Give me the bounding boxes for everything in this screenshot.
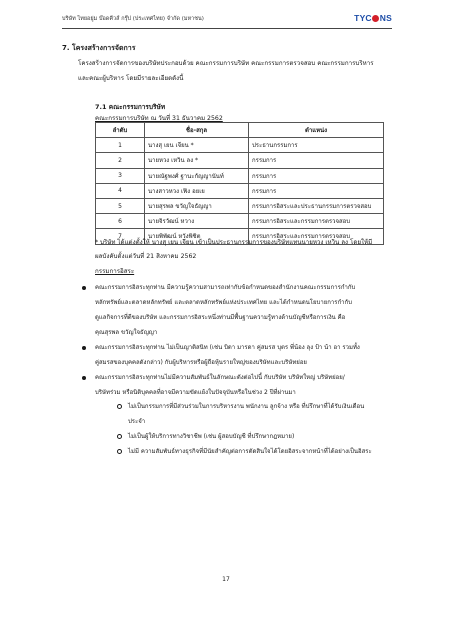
bullet-2-line-1: คณะกรรมการอิสระทุกท่าน ไม่เป็นญาติสนิท (เช่น บิดา มารดา คู่สมรส บุตร พี่น้อง ลุง ป้า น้า อา รวมทั้ง <box>95 344 360 351</box>
row-no: 2 <box>96 153 145 168</box>
sub-bullet-icon <box>117 449 122 454</box>
row-position: กรรมการ <box>249 168 384 183</box>
bullet-1-line-2: หลักทรัพย์และตลาดหลักทรัพย์ และตลาดหลักทรัพย์แห่งประเทศไทย และได้กำหนดนโยบายการกำกับ <box>95 299 352 306</box>
board-table-caption: คณะกรรมการบริษัท ณ วันที่ 31 ธันวาคม 2562 <box>95 115 223 122</box>
row-position: กรรมการอิสระและประธานกรรมการตรวจสอบ <box>249 198 384 213</box>
row-position: ประธานกรรมการ <box>249 138 384 153</box>
company-logo <box>354 13 392 23</box>
table-row <box>96 138 384 153</box>
bullet-icon <box>82 346 86 350</box>
table-row <box>96 153 384 168</box>
row-name: นายพิพัฒน์ หวังพิชิต <box>145 229 249 244</box>
bullet-icon <box>82 376 86 380</box>
row-no: 5 <box>96 198 145 213</box>
col-header-position: ตำแหน่ง <box>249 123 384 138</box>
row-name: นางสุ เยน เจียน * <box>145 138 249 153</box>
table-row <box>96 183 384 198</box>
row-position: กรรมการอิสระและกรรมการตรวจสอบ <box>249 214 384 229</box>
table-row <box>96 168 384 183</box>
sub-bullet-1-line-2: ประจำ <box>128 418 146 425</box>
intro-line-2: และคณะผู้บริหาร โดยมีรายละเอียดดังนี้ <box>78 75 184 82</box>
independent-directors-title: กรรมการอิสระ <box>95 268 135 275</box>
row-no: 4 <box>96 183 145 198</box>
section-title: 7. โครงสร้างการจัดการ <box>62 44 136 52</box>
sub-bullet-1-line-1: ไม่เป็นกรรมการที่มีส่วนร่วมในการบริหารงาน พนักงาน ลูกจ้าง หรือ ที่ปรึกษาที่ได้รับเงินเดือน <box>128 403 365 410</box>
row-position: กรรมการอิสระและกรรมการตรวจสอบ <box>249 229 384 244</box>
row-position: กรรมการ <box>249 153 384 168</box>
table-header-row <box>96 123 384 138</box>
row-no: 1 <box>96 138 145 153</box>
bullet-3-line-1: คณะกรรมการอิสระทุกท่านไม่มีความสัมพันธ์ในลักษณะดังต่อไปนี้ กับบริษัท บริษัทใหญ่ บริษัทย่อย/ <box>95 374 345 381</box>
sub-bullet-2-line-1: ไม่เป็นผู้ให้บริการทางวิชาชีพ (เช่น ผู้สอบบัญชี ที่ปรึกษากฎหมาย) <box>128 433 295 440</box>
board-note-line-1: * บริษัท ได้แต่งตั้งให้ นางสุ เยน เจียน เข้าเป็นประธานกรรมการของบริษัทแทนนายหวง เหวิน ลง โดยให้มี <box>95 239 373 246</box>
bullet-2-line-2: คู่สมรสของบุคคลดังกล่าว) กับผู้บริหารหรือผู้ถือหุ้นรายใหญ่ของบริษัทและบริษัทย่อย <box>95 359 307 366</box>
col-header-name: ชื่อ-สกุล <box>145 123 249 138</box>
bullet-1-line-1: คณะกรรมการอิสระทุกท่าน มีความรู้ความสามารถเท่ากับข้อกำหนดของสำนักงานคณะกรรมการกำกับ <box>95 284 356 291</box>
col-header-no: ลำดับ <box>96 123 145 138</box>
row-name: นายณัฐพงศ์ ฐานะกัญญานันท์ <box>145 168 249 183</box>
bullet-1-line-4: คุณสุรพล ขวัญใจธัญญา <box>95 329 158 336</box>
bullet-1-line-3: ดูแลกิจการที่ดีของบริษัท และกรรมการอิสระหนึ่งท่านมีพื้นฐานความรู้ทางด้านบัญชีหรือการเงิน คือ <box>95 314 346 321</box>
table-row <box>96 214 384 229</box>
row-name: นายหวง เหวิน ลง * <box>145 153 249 168</box>
row-no: 3 <box>96 168 145 183</box>
page-header <box>62 13 392 27</box>
company-name: บริษัท ไทยอยู่ม บ๊อดคีวส์ กรุ๊ป (ประเทศไทย) จำกัด (มหาชน) <box>62 16 204 22</box>
bullet-icon <box>82 286 86 290</box>
row-name: นายสุรพล ขวัญใจธัญญา <box>145 198 249 213</box>
page-number: 17 <box>222 576 230 583</box>
intro-line-1: โครงสร้างการจัดการของบริษัทประกอบด้วย คณะกรรมการบริษัท คณะกรรมการตรวจสอบ คณะกรรมการบริหาร <box>78 60 374 67</box>
logo-text-left: TYC <box>354 13 372 23</box>
board-subtitle: 7.1 คณะกรรมการบริษัท <box>95 103 166 111</box>
bullet-3-line-2: บริษัทร่วม หรือนิติบุคคลที่อาจมีความขัดแย้งในปัจจุบันหรือในช่วง 2 ปีที่ผ่านมา <box>95 389 296 396</box>
sub-bullet-3-line-1: ไม่มี ความสัมพันธ์ทางธุรกิจที่มีนัยสำคัญต่อการตัดสินใจได้โดยอิสระจากหน้าที่ได้อย่างเป็นอิสระ <box>128 448 372 455</box>
table-row <box>96 198 384 213</box>
sub-bullet-icon <box>117 404 122 409</box>
board-note-line-2: ผลบังคับตั้งแต่วันที่ 21 สิงหาคม 2562 <box>95 253 197 260</box>
board-table <box>95 122 384 245</box>
logo-circle-icon <box>372 15 379 22</box>
row-no: 7 <box>96 229 145 244</box>
header-divider <box>62 28 392 29</box>
row-name: นางสาวหวง เฟิง อยเย <box>145 183 249 198</box>
logo-text-right: NS <box>379 13 392 23</box>
sub-bullet-icon <box>117 434 122 439</box>
row-name: นายจิรวัฒน์ หวาง <box>145 214 249 229</box>
row-no: 6 <box>96 214 145 229</box>
row-position: กรรมการ <box>249 183 384 198</box>
